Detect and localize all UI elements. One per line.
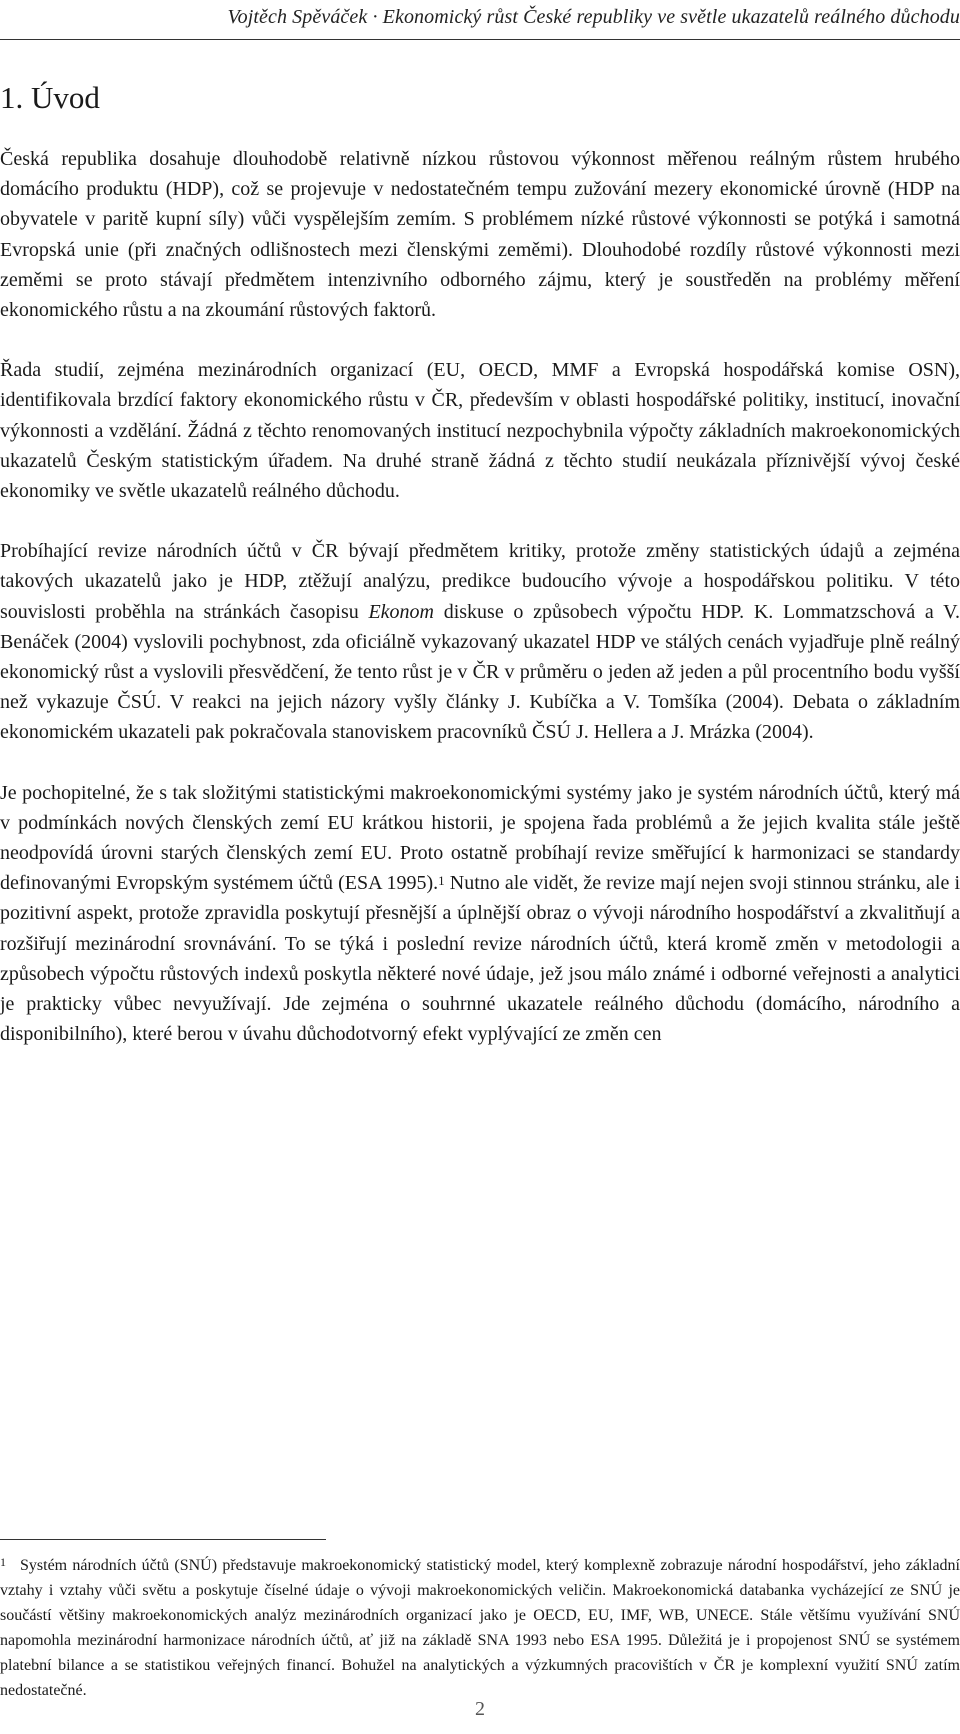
page-number: 2 xyxy=(475,1698,485,1720)
paragraph-3-text-a: Probíhající revize národních účtů v ČR bývají předmětem kritiky, protože změny statistických údajů a zejména takových ukazatelů jako je HDP, ztěžují analýzu, predikce budoucího vývoje a hospodářskou politiku. V této souvislosti proběhla na stránkách časopisu xyxy=(0,540,960,623)
journal-name: Ekonom xyxy=(368,600,434,623)
paragraph-4-text-b: Nutno ale vidět, že revize mají nejen svoji stinnou stránku, ale i pozitivní aspekt, protože zpravidla poskytují přesnější a úplnější obraz o vývoji národního hospodářství a zkvalitňují a rozšiřují mezinárodní srovnávání. To se týká i poslední revize národních účtů, která kromě změn v metodologii a způsobech výpočtu růstových indexů poskytla některé nové údaje, jež jsou málo známé i odborné veřejnosti a analytici je prakticky vůbec nevyužívají. Jde zejména o souhrnné ukazatele reálného důchodu (domácího, národního a disponibilního), které berou v úvahu důchodotvorný efekt vyplývající ze změn cen xyxy=(0,872,960,1046)
footnote-rule xyxy=(0,1539,326,1540)
paragraph-4-text-a: Je pochopitelné, že s tak složitými statistickými makroekonomickými systémy jako je systém národních účtů, který má v podmínkách nových členských zemí EU krátkou historii, je spojena řada problémů a že jejich kvalita stále ještě neodpovídá úrovni starých členských zemí EU. Proto ostatně probíhají revize směřující k harmonizaci se standardy definovanými Evropským systémem účtů (ESA 1995). xyxy=(0,781,960,895)
paragraph-3 xyxy=(0,536,960,747)
paragraph-1: Česká republika dosahuje dlouhodobě relativně nízkou růstovou výkonnost měřenou reálným růstem hrubého domácího produktu (HDP), což se projevuje v nedostatečném tempu zužování mezery ekonomické úrovně (HDP na obyvatele v paritě kupní síly) vůči vyspělejším zemím. S problémem nízké růstové výkonnosti se potýká i samotná Evropská unie (při značných odlišnostech mezi členskými zeměmi). Dlouhodobé rozdíly růstové výkonnosti mezi zeměmi se proto stávají předmětem intenzivního odborného zájmu, který je soustředěn na problémy měření ekonomického růstu a na zkoumání růstových faktorů. xyxy=(0,148,960,322)
paragraph-2: Řada studií, zejména mezinárodních organizací (EU, OECD, MMF a Evropská hospodářská komise OSN), identifikovala brzdící faktory ekonomického růstu v ČR, především v oblasti hospodářské politiky, institucí, inovační výkonnosti a vzdělání. Žádná z těchto renomovaných institucí nezpochybnila výpočty základních makroekonomických ukazatelů Českým statistickým úřadem. Na druhé straně žádná z těchto studií neukázala příznivější vývoj české ekonomiky ve světle ukazatelů reálného důchodu. xyxy=(0,359,960,503)
footnote-text: Systém národních účtů (SNÚ) představuje makroekonomický statistický model, který komplexně zobrazuje národní hospodářství, jeho základní vztahy i vztahy vůči světu a poskytuje číselné údaje o vývoji makroekonomických veličin. Makroekonomická databanka vycházející ze SNÚ je součástí většiny makroekonomických analýz mezinárodních organizací jako je OECD, EU, IMF, WB, UNECE. Stále většímu využívání SNÚ napomohla mezinárodní harmonizace národních účtů, ať již na základě SNA 1993 nebo ESA 1995. Důležitá je i propojenost SNÚ se systémem platební bilance a se statistikou veřejných financí. Bohužel na analytických a výzkumných pracovištích v ČR je komplexní využití SNÚ zatím nedostatečné. xyxy=(0,1557,960,1699)
footnote-reference[interactable]: 1 xyxy=(438,873,445,889)
footnote-mark: 1 xyxy=(0,1555,6,1569)
section-title: 1. Úvod xyxy=(0,80,100,115)
paragraph-3-text-b: diskuse o způsobech výpočtu HDP. K. Lommatzschová a V. Benáček (2004) vyslovili pochybnost, zda oficiálně vykazovaný ukazatel HDP ve stálých cenách vyjadřuje plně reálný ekonomický růst a vyslovili přesvědčení, že tento růst je v ČR v průměru o jeden až jeden a půl procentního bodu vyšší než vykazuje ČSÚ. V reakci na jejich názory vyšly články J. Kubíčka a V. Tomšíka (2004). Debata o základním ekonomickém ukazateli pak pokračovala stanoviskem pracovníků ČSÚ J. Hellera a J. Mrázka (2004). xyxy=(0,600,960,744)
running-header: Vojtěch Spěváček · Ekonomický růst České republiky ve světle ukazatelů reálného důchodu xyxy=(227,6,960,28)
paragraph-4 xyxy=(0,778,960,1050)
header-rule xyxy=(0,39,960,40)
body-text xyxy=(0,144,960,1079)
footnote xyxy=(0,1553,960,1703)
